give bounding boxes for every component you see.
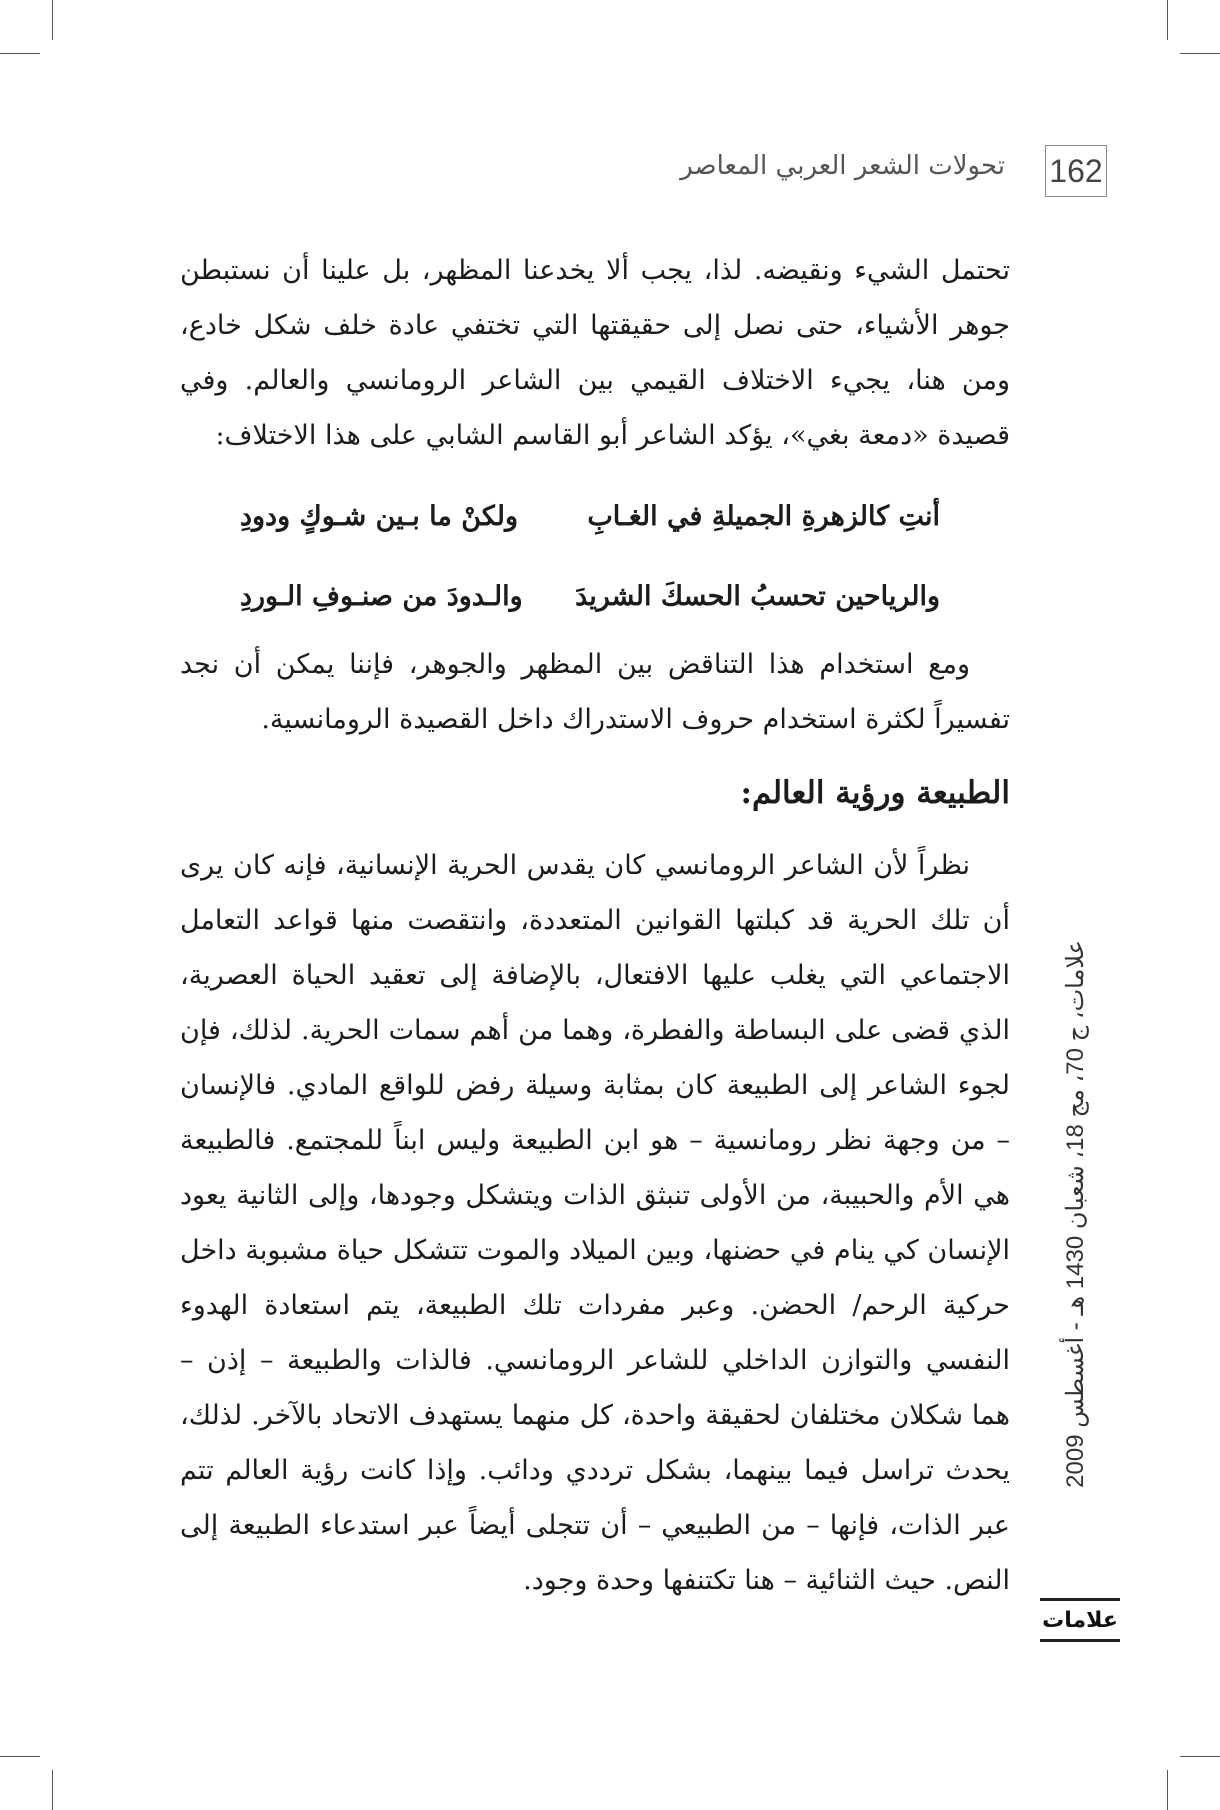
body-paragraph-1 <box>180 243 1010 463</box>
paragraph-text: تحتمل الشيء ونقيضه. لذا، يجب ألا يخدعنا المظهر، بل علينا أن نستبطن جوهر الأشياء، حتى نصل إلى حقيقتها التي تختفي عادة خلف شكل خادع، ومن هنا، يجيء الاختلاف القيمي بين الشاعر الرومانسي والعالم. وفي قصيدة «دمعة بغي»، يؤكد الشاعر أبو القاسم الشابي على هذا الاختلاف: <box>180 255 1010 451</box>
section-heading: الطبيعة ورؤية العالم: <box>740 775 1010 811</box>
crop-mark <box>52 1770 53 1810</box>
poem-verses <box>240 495 940 655</box>
body-paragraph-2 <box>180 637 1010 747</box>
crop-mark <box>1180 53 1220 54</box>
poem-first-hemistich: أنتِ كالزهرةِ الجميلةِ في الغـابِ <box>587 501 940 532</box>
crop-mark <box>1167 1770 1168 1810</box>
running-header <box>0 145 1220 205</box>
poem-second-hemistich: ولكنْ ما بـين شـوكٍ ودودِ <box>240 501 519 532</box>
journal-logo: علامات <box>1040 1598 1120 1642</box>
running-title: تحولات الشعر العربي المعاصر <box>680 151 1005 181</box>
page-number: 162 <box>1045 145 1107 197</box>
journal-issue-info: علامات، ج 70، مج 18، شعبان 1430 هـ - أغسطس 2009 <box>1062 940 1089 1488</box>
crop-mark <box>52 0 53 40</box>
paragraph-text: نظراً لأن الشاعر الرومانسي كان يقدس الحرية الإنسانية، فإنه كان يرى أن تلك الحرية قد كبلتها القوانين المتعددة، وانتقصت منها قواعد التعامل الاجتماعي التي يغلب عليها الافتعال، بالإضافة إلى تعقيد الحياة العصرية، الذي قضى على البساطة والفطرة، وهما من أهم سمات الحرية. لذلك، فإن لجوء الشاعر إلى الطبيعة كان بمثابة وسيلة رفض للواقع المادي. فالإنسان – من وجهة نظر رومانسية – هو ابن الطبيعة وليس ابناً للمجتمع. فالطبيعة هي الأم والحبيبة، من الأولى تنبثق الذات ويتشكل وجودها، وإلى الثانية يعود الإنسان كي ينام في حضنها، وبين الميلاد والموت تتشكل حياة مشبوبة داخل حركية الرحم/ الحضن. وعبر مفردات تلك الطبيعة، يتم استعادة الهدوء النفسي والتوازن الداخلي للشاعر الرومانسي. فالذات والطبيعة – إذن – هما شكلان مختلفان لحقيقة واحدة، كل منهما يستهدف الاتحاد بالآخر. لذلك، يحدث تراسل فيما بينهما، بشكل ترددي ودائب. وإذا كانت رؤية العالم تتم عبر الذات، فإنها – من الطبيعي – أن تتجلى أيضاً عبر استدعاء الطبيعة إلى النص. حيث الثنائية – هنا تكتنفها وحدة وجود. <box>180 850 1010 1596</box>
poem-second-hemistich: والـدودَ من صنـوفِ الـوردِ <box>240 581 523 612</box>
crop-mark <box>1180 1756 1220 1757</box>
crop-mark <box>1167 0 1168 40</box>
poem-line <box>240 495 940 575</box>
crop-mark <box>0 1756 40 1757</box>
paragraph-text: ومع استخدام هذا التناقض بين المظهر والجوهر، فإننا يمكن أن نجد تفسيراً لكثرة استخدام حروف الاستدراك داخل القصيدة الرومانسية. <box>180 649 1010 735</box>
body-paragraph-3 <box>180 838 1010 1608</box>
poem-first-hemistich: والرياحين تحسبُ الحسكَ الشريدَ <box>575 581 940 612</box>
crop-mark <box>0 53 40 54</box>
